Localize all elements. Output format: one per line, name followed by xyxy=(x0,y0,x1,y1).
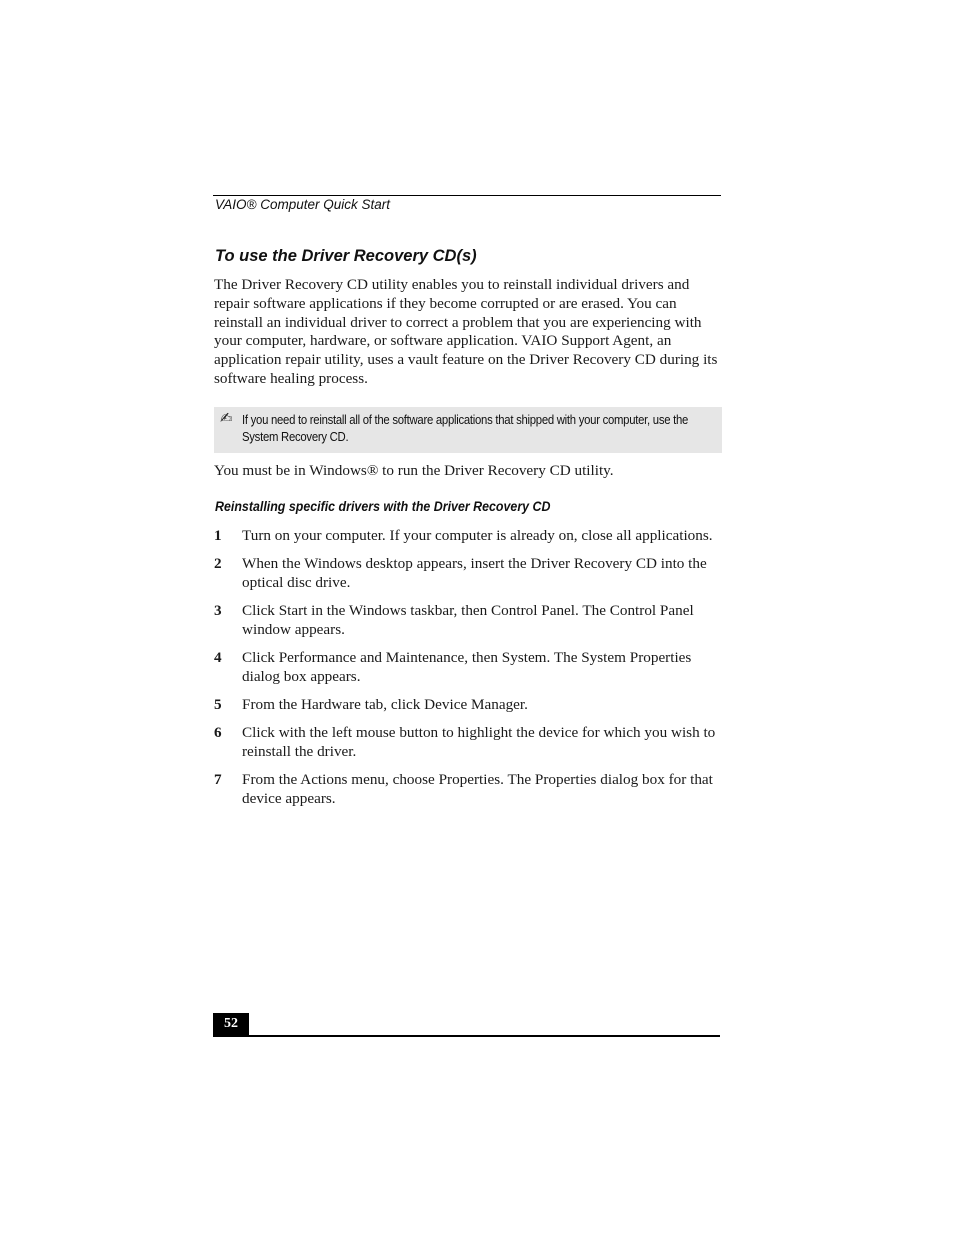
step-item xyxy=(214,771,722,809)
footer-rule xyxy=(213,1035,720,1037)
step-number: 3 xyxy=(214,601,222,619)
step-text: From the Hardware tab, click Device Manager. xyxy=(242,695,528,713)
step-item xyxy=(214,602,722,640)
note-text: If you need to reinstall all of the software applications that shipped with your computer, use the System Recovery CD. xyxy=(242,413,689,444)
step-item xyxy=(214,555,722,593)
step-text: Turn on your computer. If your computer is already on, close all applications. xyxy=(242,527,713,544)
section-title: To use the Driver Recovery CD(s) xyxy=(215,247,477,265)
step-number: 7 xyxy=(214,770,222,788)
step-number: 5 xyxy=(214,695,222,713)
note-box xyxy=(214,407,722,453)
step-number: 2 xyxy=(214,555,222,573)
header-rule xyxy=(213,195,721,196)
subheading: Reinstalling specific drivers with the Driver Recovery CD xyxy=(215,499,551,514)
step-text: Click Start in the Windows taskbar, then Control Panel. The Control Panel window appears. xyxy=(242,601,694,638)
page-number: 52 xyxy=(213,1013,249,1037)
step-number: 1 xyxy=(214,527,222,544)
steps-list xyxy=(214,527,722,818)
step-text: From the Actions menu, choose Properties. The Properties dialog box for that device appears. xyxy=(242,770,713,807)
step-item xyxy=(214,696,722,715)
step-text: When the Windows desktop appears, insert the Driver Recovery CD into the optical disc drive. xyxy=(242,555,707,591)
running-header: VAIO® Computer Quick Start xyxy=(215,197,391,212)
pencil-note-icon: ✍ xyxy=(220,409,233,427)
windows-requirement: You must be in Windows® to run the Driver Recovery CD utility. xyxy=(214,462,614,479)
step-item xyxy=(214,527,722,546)
step-text: Click with the left mouse button to highlight the device for which you wish to reinstall the driver. xyxy=(242,723,716,760)
step-text: Click Performance and Maintenance, then System. The System Properties dialog box appears. xyxy=(242,648,692,685)
step-number: 4 xyxy=(214,648,222,666)
step-item xyxy=(214,649,722,687)
step-number: 6 xyxy=(214,723,222,741)
step-item xyxy=(214,724,722,762)
intro-paragraph: The Driver Recovery CD utility enables you to reinstall individual drivers and repair software applications if they become corrupted or are erased. You can reinstall an individual driver to correct a problem that you are experiencing with your computer, hardware, or software application. VAIO Support Agent, an application repair utility, uses a vault feature on the Driver Recovery CD during its software healing process. xyxy=(214,276,718,387)
